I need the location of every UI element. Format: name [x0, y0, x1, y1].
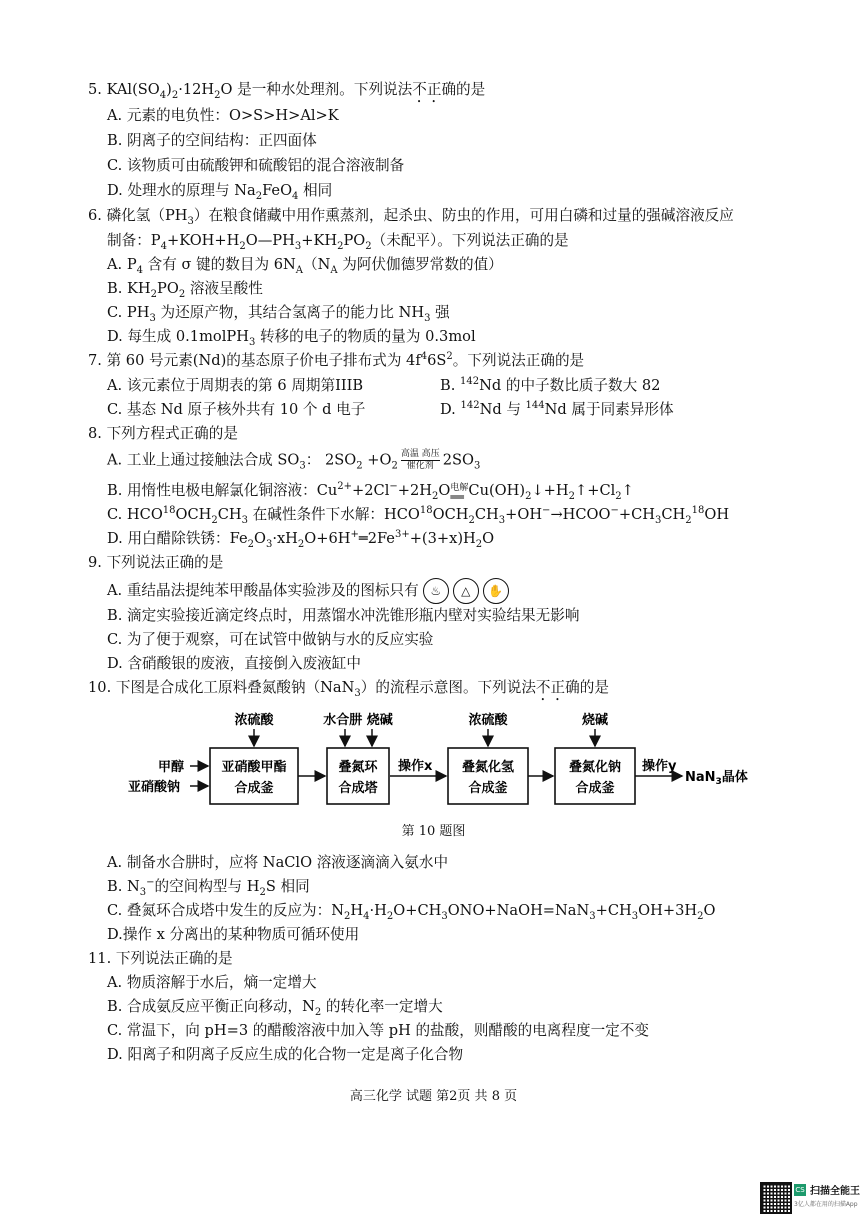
- process-flow-diagram: [120, 712, 760, 812]
- q11-option-b: B. 合成氨反应平衡正向移动，$N_2$ 的转化率一定增大: [107, 998, 443, 1018]
- q9-option-b: B. 滴定实验接近滴定终点时，用蒸馏水冲洗锥形瓶内壁对实验结果无影响: [107, 607, 580, 624]
- q9-option-a: A. 重结晶法提纯苯甲酸晶体实验涉及的图标只有 ♨ △ ✋: [107, 578, 509, 604]
- box4-line1: 叠氮化钠: [568, 760, 622, 775]
- input-sodium-nitrite-label: 亚硝酸钠: [128, 780, 181, 795]
- q6-option-a: A. $P_4$ 含有 σ 键的数目为 $6N_A(N_A$ 为阿伏伽德罗常数的值）: [107, 256, 503, 276]
- q10-option-c: C. 叠氮环合成塔中发生的反应为：$N_2H_4\cdot H_2O+CH_3ONO+NaOH=NaN_3+CH_3OH+3H_2O$: [107, 902, 716, 922]
- q9-option-d: D. 含硝酸银的废液，直接倒入废液缸中: [107, 655, 361, 672]
- q7-option-d: D. $^{142}$Nd 与 $^{144}$Nd 属于同素异形体: [440, 400, 674, 418]
- box3-line2: 合成釜: [468, 781, 508, 796]
- q8-stem: 8. 下列方程式正确的是: [88, 425, 238, 442]
- q9-stem: 9. 下列说法正确的是: [88, 554, 224, 571]
- q6-stem-line2: 制备：$P_4+KOH+H_2O—PH_3+KH_2PO_2$（未配平）。下列说法正确的是: [107, 232, 569, 252]
- camscanner-logo-icon: CS: [795, 1186, 805, 1194]
- reagent-top4: 烧碱: [581, 713, 609, 728]
- q5-option-d: D. 处理水的原理与 $Na_2FeO_4$ 相同: [107, 182, 333, 202]
- q6-option-c: C. $PH_3$ 为还原产物，其结合氢离子的能力比 $NH_3$ 强: [107, 304, 450, 324]
- q7-option-b: B. $^{142}$Nd 的中子数比质子数大 82: [440, 376, 661, 394]
- box3-line1: 叠氮化氢: [461, 760, 515, 775]
- watermark-subtitle: 3亿人都在用的扫描App: [794, 1201, 858, 1208]
- flame-icon: △: [453, 578, 479, 604]
- q9-option-c: C. 为了便于观察，可在试管中做钠与水的反应实验: [107, 631, 434, 648]
- q6-option-b: B. $KH_2PO_2$ 溶液呈酸性: [107, 280, 263, 300]
- q7-option-a: A. 该元素位于周期表的第 6 周期第IIIB: [107, 377, 364, 394]
- q11-option-a: A. 物质溶解于水后，熵一定增大: [107, 974, 317, 991]
- input-methanol-label: 甲醇: [158, 760, 185, 775]
- reagent-top3: 浓硫酸: [468, 713, 508, 728]
- q7-option-c: C. 基态 Nd 原子核外共有 10 个 d 电子: [107, 401, 366, 418]
- q5-option-a: A. 元素的电负性：O>S>H>Al>K: [107, 107, 339, 124]
- reagent-top2: 水合肼 烧碱: [323, 713, 393, 728]
- q10-option-a: A. 制备水合肼时，应将 NaClO 溶液逐滴滴入氨水中: [107, 854, 449, 871]
- q8-option-b: B. 用惰性电极电解氯化铜溶液：$Cu^{2+}+2Cl^-+2H_2O$ 电解 ══ $Cu(OH)_2↓+H_2↑+Cl_2↑$: [107, 481, 634, 504]
- product-label: NaN$_3$晶体: [685, 770, 748, 787]
- figure-caption: 第 10 题图: [401, 824, 466, 839]
- box4-line2: 合成釜: [575, 781, 615, 796]
- watermark-title: 扫描全能王: [810, 1186, 860, 1197]
- reaction-condition: $\frac{\text{高温 高压}}{\text{催化剂}}$: [400, 449, 440, 471]
- box2-line1: 叠氮环: [338, 760, 378, 775]
- q8-option-d: D. 用白醋除铁锈：$Fe_2O_3\cdot xH_2O+6H^+═2Fe^{3+}+(3+x)H_2O$: [107, 529, 495, 550]
- scanner-watermark: [760, 1182, 860, 1218]
- q11-option-c: C. 常温下，向 pH=3 的醋酸溶液中加入等 pH 的盐酸，则醋酸的电离程度一定不变: [107, 1022, 649, 1039]
- operation-x-label: 操作x: [398, 759, 433, 774]
- q5-option-b: B. 阴离子的空间结构：正四面体: [107, 132, 317, 149]
- q6-option-d: D. 每生成 0.1molPH$_3$ 转移的电子的物质的量为 0.3mol: [107, 328, 476, 348]
- operation-y-label: 操作y: [642, 759, 677, 774]
- hand-wash-icon: ✋: [483, 578, 509, 604]
- q6-stem-line1: 6. 磷化氢$(PH_3)$在粮食储藏中用作熏蒸剂，起杀虫、防虫的作用，可用白磷和过量的强碱溶液反应: [88, 207, 734, 227]
- q5-stem: 5. $KAl(SO_4)_2\cdot 12H_2O$ 是一种水处理剂。下列说法不正确的是: [88, 81, 486, 101]
- q10-option-b: B. $N_3^-$的空间构型与 $H_2S$ 相同: [107, 877, 310, 898]
- q11-option-d: D. 阳离子和阴离子反应生成的化合物一定是离子化合物: [107, 1046, 464, 1063]
- q7-stem: 7. 第 60 号元素(Nd)的基态原子价电子排布式为 $4f^46S^2$。下列说法正确的是: [88, 351, 585, 369]
- reagent-top1: 浓硫酸: [234, 713, 274, 728]
- q10-stem: 10. 下图是合成化工原料叠氮酸钠（NaN$_3$）的流程示意图。下列说法不正确的是: [88, 679, 609, 699]
- box2-line2: 合成塔: [338, 781, 378, 796]
- page-footer: 高三化学 试题 第2页 共 8 页: [349, 1089, 518, 1104]
- q8-option-a: A. 工业上通过接触法合成 $SO_3$： $2SO_2 +O_2$ $\frac{\text{高温 高压}}{\text{催化剂}}$ $2SO_3$: [107, 449, 481, 472]
- qr-code-icon: [760, 1182, 792, 1214]
- box1-line1: 亚硝酸甲酯: [221, 760, 287, 775]
- q5-option-c: C. 该物质可由硫酸钾和硫酸铝的混合溶液制备: [107, 157, 405, 174]
- electrolysis-condition: 电解 ══: [450, 483, 469, 504]
- q10-option-d: D.操作 x 分离出的某种物质可循环使用: [107, 926, 360, 943]
- box1-line2: 合成釜: [234, 781, 274, 796]
- q8-option-c: C. $HCO^{18}OCH_2CH_3$ 在碱性条件下水解：$HCO^{18}OCH_2CH_3+OH^-\to HCOO^-+CH_3CH_2^{18}OH$: [107, 505, 730, 526]
- hot-surface-icon: ♨: [423, 578, 449, 604]
- q11-stem: 11. 下列说法正确的是: [88, 950, 233, 967]
